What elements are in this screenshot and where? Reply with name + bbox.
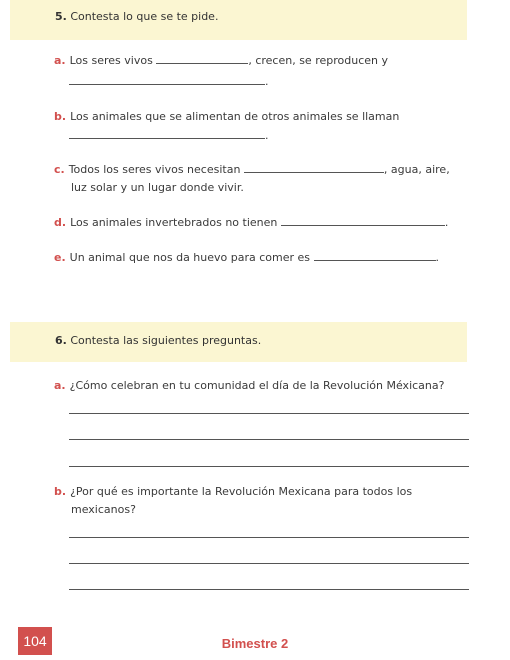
page-number: 104 (18, 627, 52, 655)
question-5c-line2: luz solar y un lugar donde vivir. (71, 181, 244, 194)
answer-blank[interactable] (69, 73, 265, 85)
footer-label: Bimestre 2 (221, 636, 289, 651)
question-letter: a. (54, 54, 66, 67)
question-5c: c. Todos los seres vivos necesitan , agua, aire, (54, 163, 450, 176)
answer-line[interactable] (69, 466, 469, 467)
question-letter: b. (54, 110, 67, 123)
question-5b: b. Los animales que se alimentan de otros animales se llaman (54, 110, 400, 123)
section-6-header (10, 322, 467, 362)
answer-line[interactable] (69, 537, 469, 538)
answer-blank[interactable] (156, 52, 248, 64)
question-6a: a. ¿Cómo celebran en tu comunidad el día de la Revolución Méxicana? (54, 379, 445, 392)
answer-line[interactable] (69, 563, 469, 564)
section-6-number: 6. (55, 334, 67, 347)
answer-line[interactable] (69, 589, 469, 590)
answer-blank[interactable] (244, 161, 384, 173)
question-5e: e. Un animal que nos da huevo para comer es . (54, 251, 440, 264)
question-6b-line2: mexicanos? (71, 503, 136, 516)
answer-line[interactable] (69, 439, 469, 440)
section-5-number: 5. (55, 10, 67, 23)
question-6b: b. ¿Por qué es importante la Revolución Mexicana para todos los (54, 485, 413, 498)
question-5d: d. Los animales invertebrados no tienen . (54, 216, 449, 229)
question-letter: a. (54, 379, 66, 392)
question-5a-line2: . (69, 73, 269, 90)
question-letter: d. (54, 216, 67, 229)
question-letter: b. (54, 485, 67, 498)
section-6-title: 6. Contesta las siguientes preguntas. (55, 334, 262, 347)
answer-blank[interactable] (314, 249, 436, 261)
question-5a: a. Los seres vivos , crecen, se reproducen y (54, 54, 388, 67)
question-5b-line2: . (69, 127, 269, 144)
question-letter: c. (54, 163, 65, 176)
section-5-header (10, 0, 467, 40)
answer-blank[interactable] (69, 127, 265, 139)
answer-line[interactable] (69, 413, 469, 414)
question-letter: e. (54, 251, 66, 264)
section-5-title: 5. Contesta lo que se te pide. (55, 10, 219, 23)
answer-blank[interactable] (281, 214, 445, 226)
